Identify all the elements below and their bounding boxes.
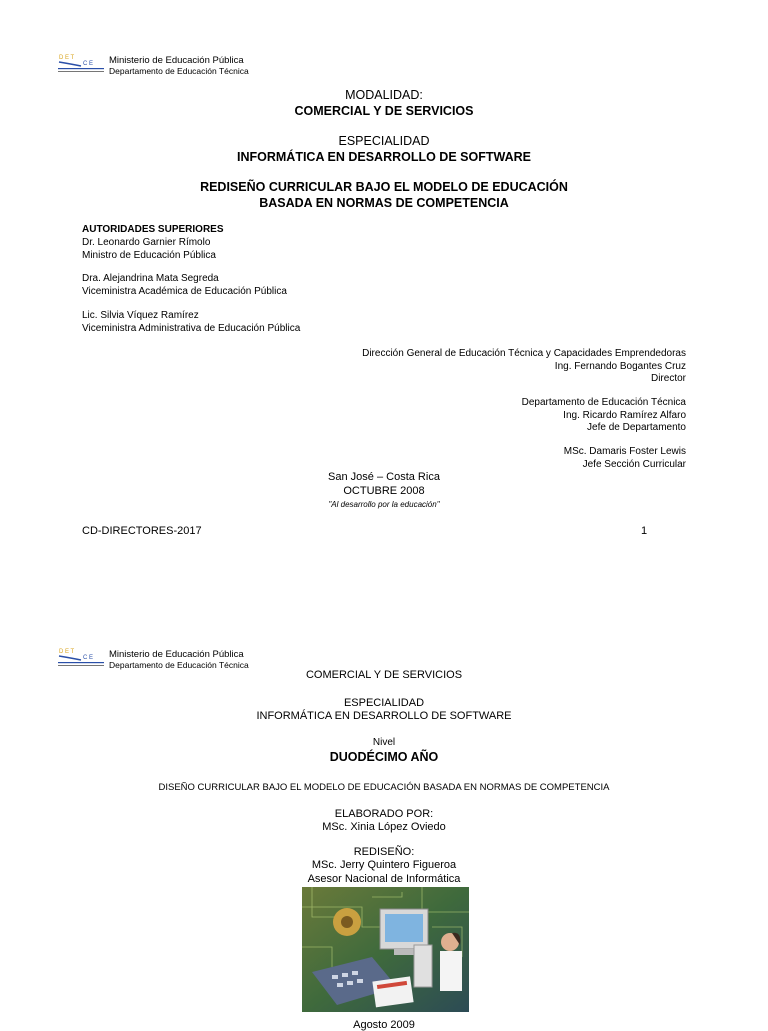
directorate-name: Dirección General de Educación Técnica y Capacidades Emprendedoras: [362, 348, 686, 359]
svg-text:D E T: D E T: [59, 55, 75, 61]
authority-role: Viceministra Administrativa de Educación Pública: [82, 322, 301, 334]
rediseno-role: Asesor Nacional de Informática: [307, 873, 461, 885]
header-text: [109, 55, 249, 77]
curricular-head-name: MSc. Damaris Foster Lewis: [563, 446, 686, 457]
directorate-block: [362, 348, 686, 386]
date-line: OCTUBRE 2008: [343, 485, 425, 497]
department-head-role: Jefe de Departamento: [587, 422, 686, 433]
rediseno-label: REDISEÑO:: [353, 846, 415, 858]
bottom-date-partial: Agosto 2009: [353, 1019, 415, 1031]
authority-entry: [82, 310, 300, 335]
department-name: Departamento de Educación Técnica: [109, 66, 249, 76]
especialidad-value: INFORMÁTICA EN DESARROLLO DE SOFTWARE: [237, 150, 531, 164]
footer-code: CD-DIRECTORES-2017: [82, 525, 202, 537]
page-number: 1: [641, 525, 648, 537]
header-text: [109, 649, 249, 671]
director-name: Ing. Fernando Bogantes Cruz: [554, 360, 686, 372]
document-page-2: [0, 600, 768, 1031]
svg-text:C E: C E: [83, 655, 94, 661]
modalidad-label: MODALIDAD:: [345, 88, 423, 102]
authority-name: Dr. Leonardo Garnier Rímolo: [82, 237, 211, 248]
city-line: San José – Costa Rica: [328, 471, 440, 483]
director-role: Director: [650, 373, 686, 384]
especialidad-label: ESPECIALIDAD: [343, 697, 425, 709]
nivel-value: DUODÉCIMO AÑO: [329, 750, 439, 764]
authority-name: Lic. Silvia Víquez Ramírez: [82, 310, 199, 321]
authority-entry: [82, 273, 287, 298]
authority-role: Viceministra Académica de Educación Pública: [82, 285, 287, 297]
elaborado-name: MSc. Xinia López Oviedo: [322, 821, 446, 833]
especialidad-value: INFORMÁTICA EN DESARROLLO DE SOFTWARE: [256, 710, 512, 722]
authority-entry: [82, 237, 216, 262]
design-line: DISEÑO CURRICULAR BAJO EL MODELO DE EDUCACIÓN BASADA EN NORMAS DE COMPETENCIA: [158, 782, 610, 793]
dete-logo-icon: [57, 646, 105, 668]
dete-logo-icon: [57, 52, 105, 74]
department-block: [522, 397, 686, 435]
curricular-block: [564, 446, 686, 471]
especialidad-label: ESPECIALIDAD: [338, 134, 430, 148]
motto-line: "Al desarrollo por la educación": [328, 500, 440, 509]
svg-text:C E: C E: [83, 61, 94, 67]
authority-role: Ministro de Educación Pública: [82, 249, 216, 261]
authorities-title: AUTORIDADES SUPERIORES: [82, 224, 224, 235]
elaborado-label: ELABORADO POR:: [334, 808, 434, 820]
nivel-label: Nivel: [372, 737, 396, 748]
department-name: Departamento de Educación Técnica: [109, 660, 249, 670]
curricular-head-role: Jefe Sección Curricular: [582, 458, 686, 470]
svg-text:D E T: D E T: [59, 649, 75, 655]
rediseno-name: MSc. Jerry Quintero Figueroa: [311, 859, 457, 871]
ministry-name: Ministerio de Educación Pública: [109, 649, 244, 660]
redesign-title-line2: BASADA EN NORMAS DE COMPETENCIA: [259, 196, 509, 210]
computer-collage-image: [302, 887, 469, 1012]
department-head-name: Ing. Ricardo Ramírez Alfaro: [563, 409, 686, 421]
modalidad-value: COMERCIAL Y DE SERVICIOS: [294, 104, 474, 118]
ministry-name: Ministerio de Educación Pública: [109, 55, 244, 66]
department-title: Departamento de Educación Técnica: [521, 397, 686, 408]
modalidad-value: COMERCIAL Y DE SERVICIOS: [305, 669, 463, 681]
authority-name: Dra. Alejandrina Mata Segreda: [82, 273, 219, 284]
redesign-title-line1: REDISEÑO CURRICULAR BAJO EL MODELO DE EDUCACIÓN: [200, 180, 568, 194]
